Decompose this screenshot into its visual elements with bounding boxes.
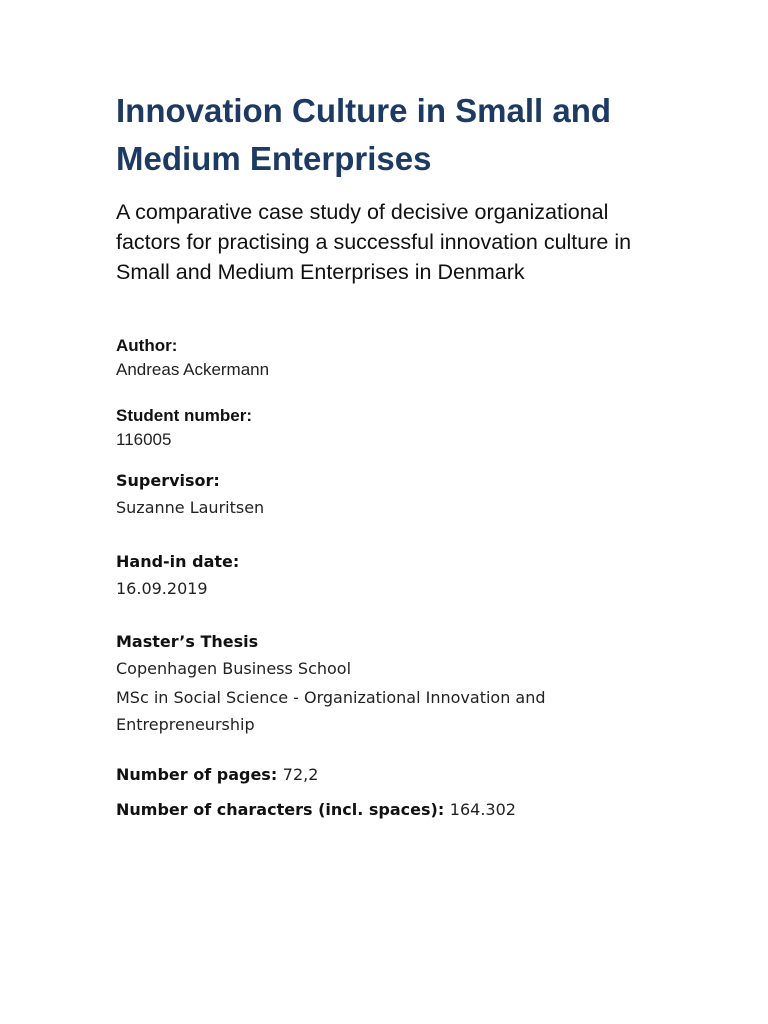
pages-value: 72,2 — [282, 765, 319, 784]
characters-label: Number of characters (incl. spaces): — [116, 800, 450, 819]
student-number-label: Student number: — [116, 406, 252, 425]
pages-row — [116, 763, 716, 787]
student-number-value: 116005 — [116, 430, 172, 449]
pages-label: Number of pages: — [116, 765, 283, 784]
thesis-title: Innovation Culture in Small and Medium Enterprises — [116, 92, 612, 177]
school-name: Copenhagen Business School — [116, 659, 352, 678]
thesis-info-block — [116, 630, 716, 738]
hand-in-date-value: 16.09.2019 — [116, 579, 208, 598]
student-number-block — [116, 404, 716, 452]
hand-in-date-block — [116, 550, 716, 601]
hand-in-date-label: Hand-in date: — [116, 552, 240, 571]
characters-row — [116, 798, 716, 822]
thesis-subtitle: A comparative case study of decisive organizational factors for practising a successful innovation culture in Small and Medium Enterprises in Denmark — [116, 200, 632, 284]
author-value: Andreas Ackermann — [116, 360, 270, 379]
author-block — [116, 334, 716, 382]
supervisor-block — [116, 469, 716, 520]
author-label: Author: — [116, 336, 178, 355]
program-name: MSc in Social Science - Organizational Innovation and Entrepreneurship — [116, 688, 546, 734]
supervisor-value: Suzanne Lauritsen — [116, 498, 265, 517]
supervisor-label: Supervisor: — [116, 471, 220, 490]
characters-value: 164.302 — [449, 800, 516, 819]
thesis-type-label: Master’s Thesis — [116, 632, 259, 651]
